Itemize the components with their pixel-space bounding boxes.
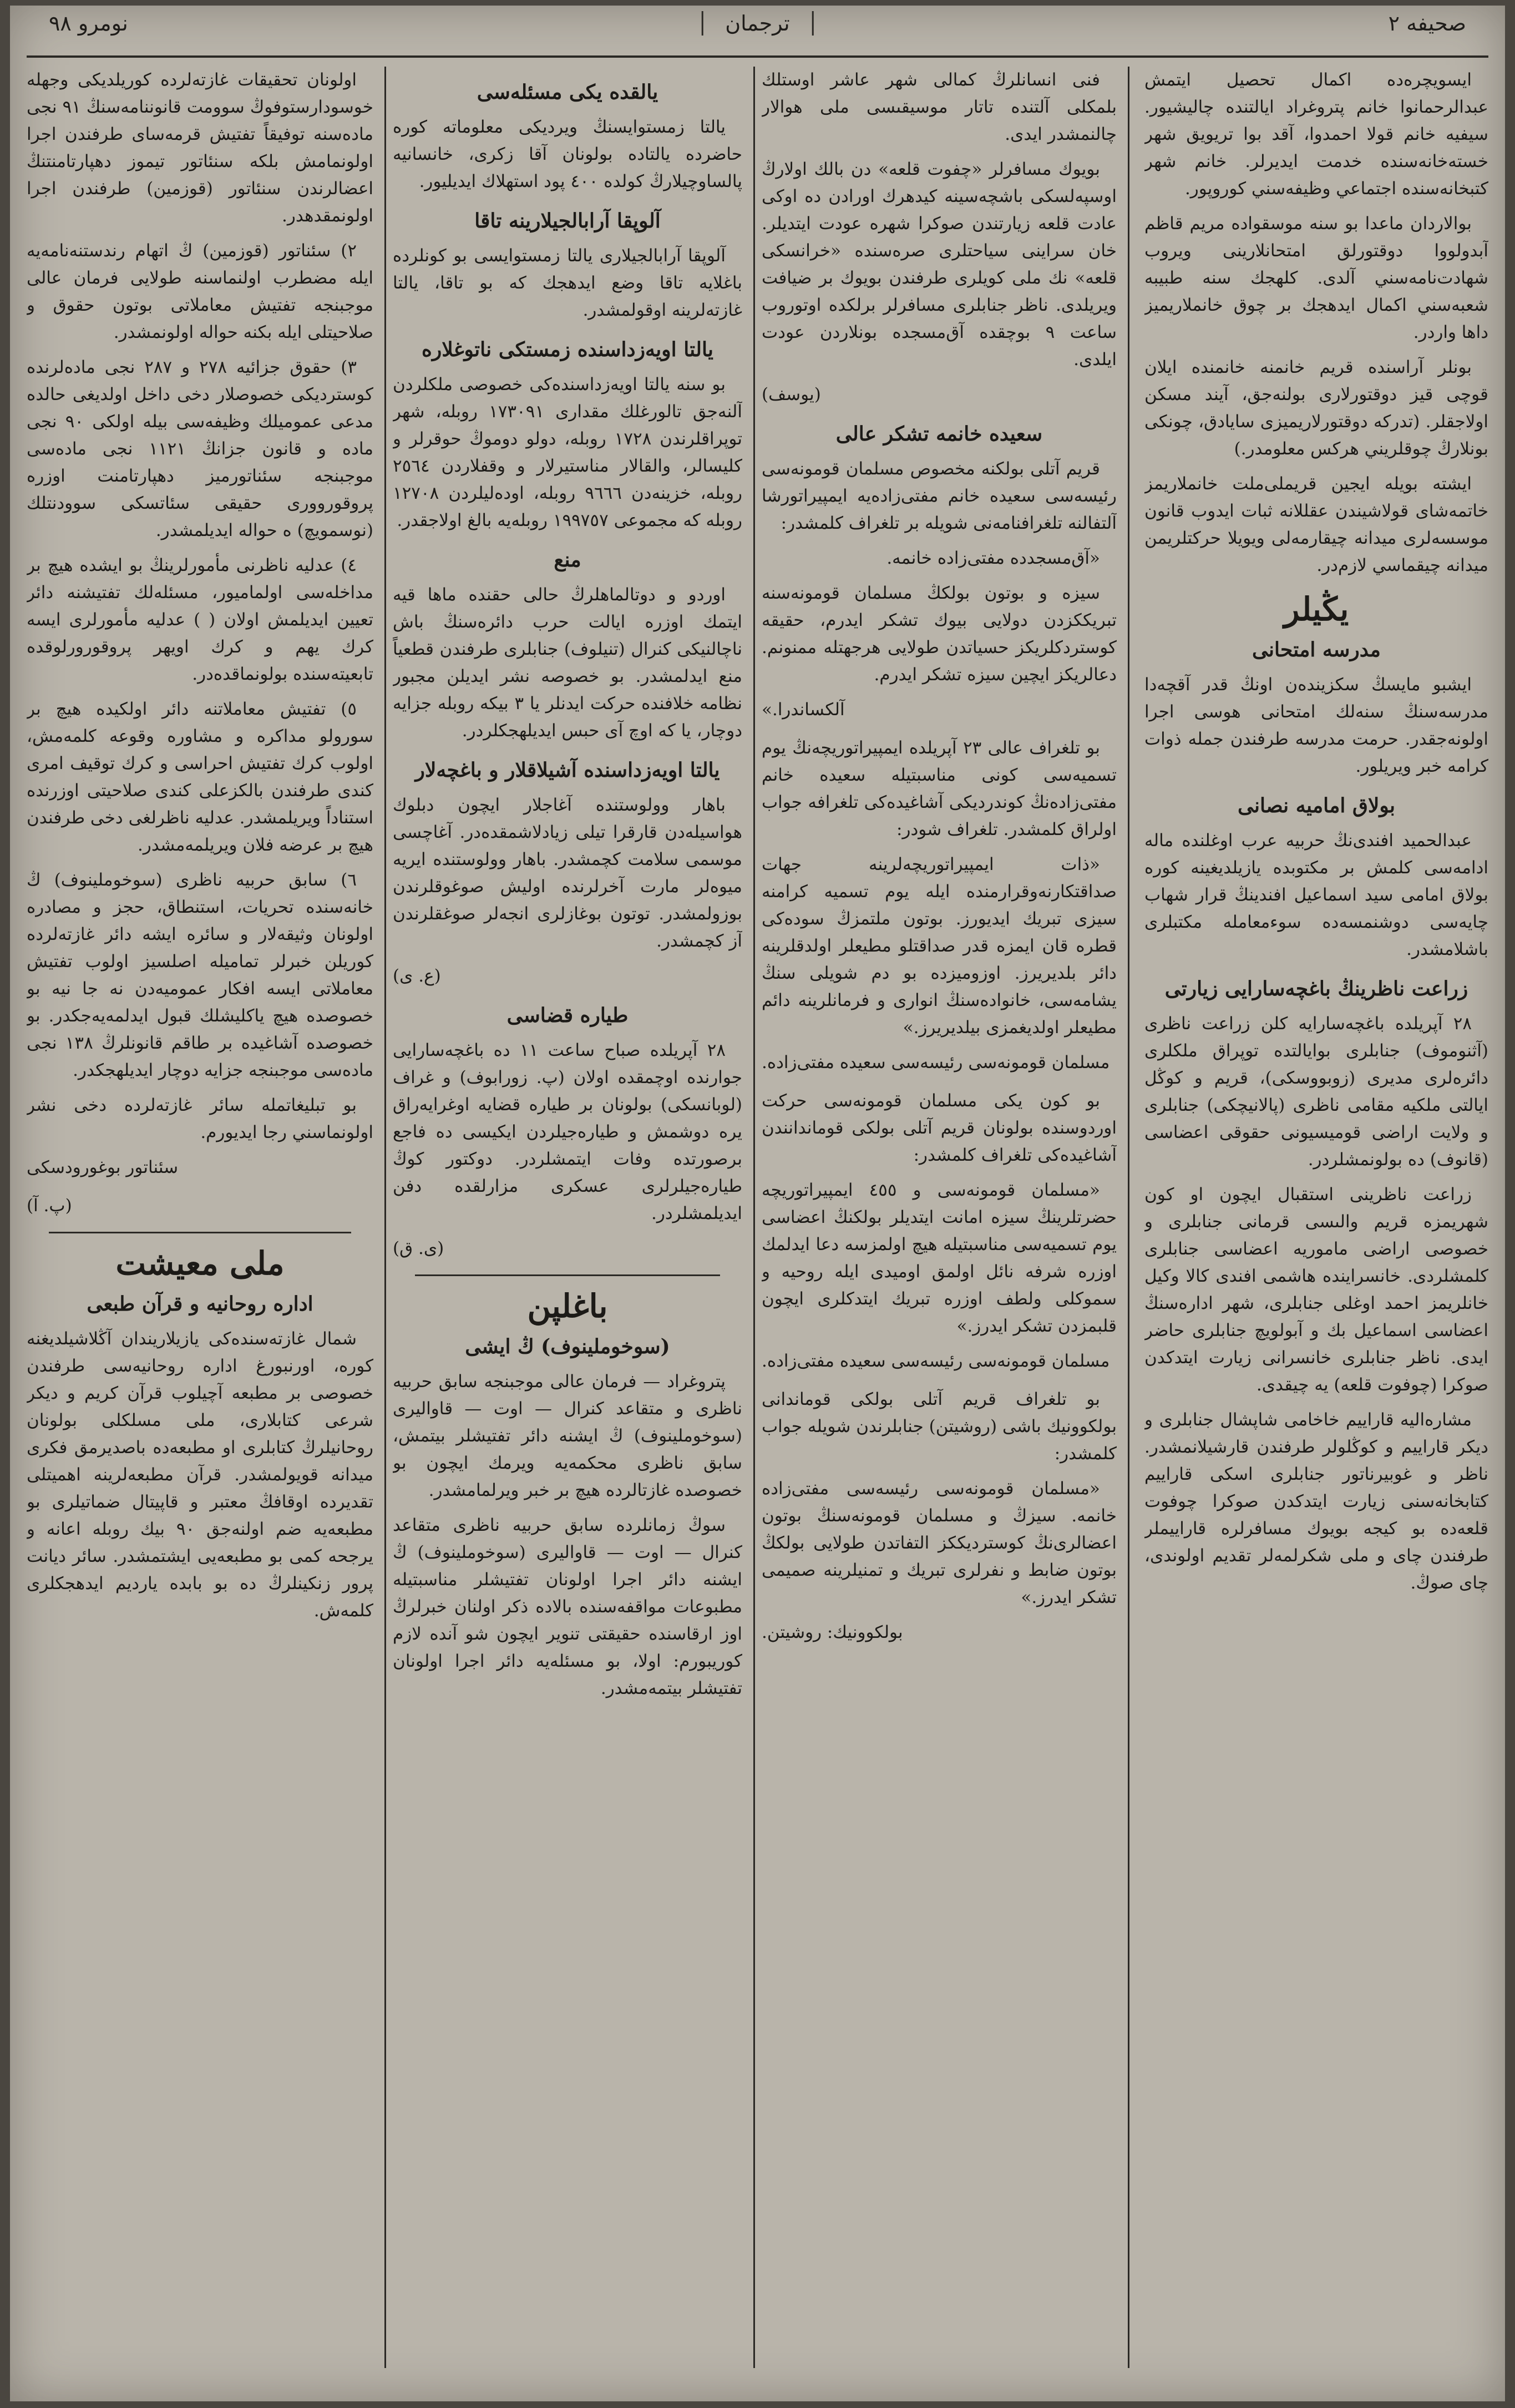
section-title-dispatches: باغلپن — [527, 1287, 608, 1325]
issue-number: نومرو ٩٨ — [49, 11, 128, 36]
col3-heading: يالقده يكى مسئله‌سى — [477, 80, 658, 104]
col1-heading: زراعت ناظرينڭ باغچه‌سارايى زيارتى — [1164, 977, 1468, 1000]
col4-paragraph: اولونان تحقيقات غازته‌لرده كوريلديكى وجهله خوسودارستوفوڭ سوومت قانوننامه‌سنڭ ٩١ نجى ماده‌سنه توفيقاً تفتيش قرمه‌ساى طرفندن اجرا اولونمامش بلكه سنئاتور تيموز دهپارتامنتنڭ اعضالرندن سنئاتور (قوزمين) طرفندن اجرا اولونمقدهدر. — [27, 70, 373, 226]
col1-paragraph: بونلر آراسنده قريم خانمنه خانمنده ايلان قوچى قيز دوقتورلارى بولنه‌جق، آيند مسكن اولاجقلر. (تدركه دوقتورلاريميزى سايادق، چونكى بونلارڭ چوقلريني هركس معلومدر.) — [1144, 357, 1488, 459]
col1-paragraph: ايشته بويله ايجين قريملى‌ملت خانملاريمز خاتمه‌شاى قولاشيندن عقللانه ثبات ايدوب قانون موسسه‌لرى ميدانه چيقارمه‌لى ويويلا حركتلريمن ميدانه چيقماسي لازم‌در. — [1144, 474, 1488, 575]
section-title-news: يڭيلر — [1284, 590, 1349, 628]
newspaper-page — [10, 6, 1505, 2401]
col2-heading: سعيده خانمه تشكر عالى — [835, 422, 1043, 446]
column-2 — [762, 67, 1117, 2379]
col1-paragraph: ٢٨ آپريلده باغچه‌سارايه كلن زراعت ناظرى (آثنوموف) جنابلرى بوايالتده توپراق ملكلرى دائره‌لرى مديرى (زوبووسكى)، قريم و كوڭل ايالتى ملكيه مقامى ناظرى (پالانيچكى) جنابلرى و ولايت اراضى قوميسيونى حقوقى اعضاسى (قانوف) ده بولونمشلردر. — [1144, 1014, 1488, 1170]
col1-heading: مدرسه امتحانى — [1252, 638, 1381, 661]
col4-paragraph: شمال غازته‌سنده‌كى يازيلاريندان آڭلاشيلديغنه كوره، اورنبورغ اداره روحانيه‌سى طرفندن خصوصى بر مطبعه آچيلوب قرآن كريم و ديكر شرعى كتابلارى، ملى مسلكلى بولونان روحانيلرڭ كتابلرى او مطبعه‌ده باصديرمق فكرى ميدانه قويولمشدر. قرآن مطبعه‌لرينه اهميتلى تقديرده اوقافڭ معتبر و قاپيتال ضماتيلرى بو مطبعه‌يه ضم اولنه‌جق ٩٠ بيك روبله اعانه و يرجحه كمى بو مطبعه‌يى ايشتمشدر. سائر ديانت پرور زنكينلرڭ ده بو بابده يارديم ايدهجكلرى كلمه‌ش. — [27, 1329, 373, 1621]
col3-signature: (ى. ق) — [393, 1238, 444, 1258]
column-rule — [753, 67, 755, 2368]
page-number: صحيفه ٢ — [1388, 11, 1466, 36]
col2-signature: (يوسف) — [762, 385, 821, 404]
section-title-national-life: ملى معيشت — [115, 1245, 285, 1282]
column-rule — [1128, 67, 1129, 2368]
col2-paragraph: «مسلمان قومونه‌سى رئيسه‌سى مفتى‌زاده خانمه. سيزڭ و مسلمان قومونه‌سنڭ بوتون اعضالرى‌نڭ كوسترديككز التفاتدن طولايى بولكڭ بوتون ضابط و نفرلرى تبريك و تمنيلرينه صميمى تشكر ايدرز.» — [762, 1479, 1117, 1607]
column-4 — [27, 67, 373, 2379]
col3-heading: منع — [554, 548, 581, 571]
col2-paragraph: بو تلغراف قريم آتلى بولكى قوماندانى بولكوونيك باشى (روشيتن) جنابلرندن شويله جواب كلمشدر: — [762, 1389, 1117, 1464]
col2-paragraph: «مسلمان قومونه‌سى و ٤٥٥ ايمپيراتوريچه حضرتلرينڭ سيزه امانت ايتديلر بولكنڭ اعضاسى يوم تسميه‌سى مناسبتيله هيچ اولمزسه دعا ايدلمك اوزره شرفه نائل اولمق اوميدى ايله روحيه و سموكلى ولطف اوزره تبريك ايتدكلرى ايچون قلبمزدن تشكر ايدرز.» — [762, 1180, 1117, 1336]
col2-signature: مسلمان قومونه‌سى رئيسه‌سى سعيده مفتى‌زاده. — [762, 1351, 1110, 1371]
col3-paragraph: آلوپقا آرابالجيلارى يالتا زمستوايسى بو كونلرده باغلايه تاقا وضع ايدهجك كه بو تاقا، يالتا غازته‌لرينه اوقولمشدر. — [393, 246, 742, 320]
col3-signature: (ع. ى) — [393, 966, 441, 986]
col2-paragraph: «ذات ايمپيراتوريچه‌لرينه جهات صداقتكارنه‌وقرارمنده ايله يوم تسميه كرامنه سيزى تبريك ايديورز. بوتون ملتمزڭ سوده‌كى قطره قان ايمزه قدر صداقتلو مطيعلر اولدقلرينه دائر بلديريرز. اوزوميزده بو دم شويلى سنڭ يشامه‌سى، خانواده‌سنڭ انوارى و فرمانلرينه دائم مطيعلر اولديغمزى بيلديريرز.» — [762, 854, 1117, 1038]
col2-paragraph: بو كون يكى مسلمان قومونه‌سى حركت اوردوسنده بولونان قريم آتلى بولكى قوماندانندن آشاغيده‌كى تلغراف كلمشدر: — [762, 1091, 1117, 1165]
col3-paragraph: بو سنه يالتا اويه‌زداسنده‌كى خصوصى ملكلردن آلنه‌جق تالورغلك مقدارى ١٧٣٠٩١ روبله، شهر توپراقلرندن ١٧٢٨ روبله، دولو دوموڭ حوقرلر و كليسالر، والقالار مناستيرلار و وقفلاردن ٢٥٦٤ روبله، خزينه‌دن ٩٦٦٦ روبله، اوده‌ليلردن ١٢٧٠٨ روبله كه مجموعى ١٩٩٧٥٧ روبله‌يه بالغ اولاجقدر. — [393, 375, 742, 530]
col2-paragraph: قريم آتلى بولكنه مخصوص مسلمان قومونه‌سى رئيسه‌سى سعيده خانم مفتى‌زاده‌يه ايمپيراتورشا آلتفالنه تلغرافنامه‌نى شويله بر تلغراف كلمشدر: — [762, 459, 1117, 533]
col2-signature: بولكوونيك: روشيتن. — [762, 1622, 903, 1642]
col1-paragraph: عبدالحميد افندى‌نڭ حربيه عرب اوغلنده ماله ادامه‌سى كلمش بر مكتوبده يازيلديغينه كوره بولاق امامى سيد اسماعيل افندينڭ قرار شهاب چايه‌سى دوشنمسه‌ده سوء‌معامله مكتبلرى باشلامشدر. — [1144, 831, 1488, 959]
col4-paragraph: بو تبليغاتمله سائر غازته‌لرده دخى نشر اولونماسني رجا ايديورم. — [27, 1095, 373, 1142]
col2-paragraph: بو تلغراف عالى ٢٣ آپريلده ايمپيراتوريچه‌نڭ يوم تسميه‌سى كونى مناسبتيله سعيده خانم مفتى‌زاده‌نڭ كوندرديكى آشاغيده‌كى تلغرافه جواب اولراق كلمشدر. تلغراف شودر: — [762, 738, 1117, 839]
col3-heading: طياره قضاسى — [506, 1004, 629, 1027]
col4-paragraph: ٢) سئناتور (قوزمين) ڭ اتهام رندستنه‌نامه‌يه ايله مضطرب اولنماسنه طولايى فرمان عالى موجبنجه تفتيش معاملاتى بوتون حقوق و صلاحيتلى ايله بكنه حواله اولونمشدر. — [27, 241, 373, 342]
col1-paragraph: ايشبو مايسڭ سكزينده‌ن اونڭ قدر آقچه‌دا مدرسه‌سنڭ سنه‌لك امتحانى هوسى اجرا اولونه‌جقدر. حرمت مدرسه طرفندن جمله ذوات كرامه خبر ويريلور. — [1144, 675, 1488, 776]
col3-paragraph: يالتا زمستوايسنڭ ويرديكى معلوماته كوره حاضرده يالتاده بولونان آقا زكرى، خانسانيه پالساوچيلارڭ كولده ٤٠٠ پود استهلاك ايديليور. — [393, 117, 742, 191]
col1-paragraph: زراعت ناظرينى استقبال ايچون او كون شهريمزه قريم والىسى قرمانى جنابلرى و خصوصى اراضى ماموريه اعضاسى جنابلرى كلمشلردى. خانسراينده هاشمى افندى كالا وكيل خانلريمز احمد اوغلى جنابلرى، شهر اداره‌سنڭ اعضاسى اسماعيل بك و آبولويچ جنابلرى حاضر ايدى. ناظر جنابلرى خانسرانى زيارت ايتدكدن صوكرا (چوفوت قلعه) يه چيقدى. — [1144, 1185, 1488, 1395]
col4-signature: (پ. آ) — [27, 1196, 72, 1216]
col3-heading: يالتا اويه‌زداسنده زمستكى ناتوغلاره — [422, 338, 713, 361]
col4-paragraph: ٥) تفتيش معاملاتنه دائر اولكيده هيچ بر سورولو مداكره و مشاوره وقوعه كلمه‌مش، اولوب كرك تفتيش احراسى و كرك توقيف امرى كندى طرفندن بالكزعلى كندى صلاحيتى اوزرنده استناداً ويريلمشدر. عدليه ناظرلغى دخى طرفندن هيچ بر عرضه فلان ويريلمه‌مشدر. — [27, 699, 373, 855]
col4-paragraph: ٤) عدليه ناظرنى مأمورلرينڭ بو ايشده هيچ بر مداخله‌سى اولماميور، مسئله‌لك تفتيشنه دائر تعيين ايديلمش اولان ( ) عدليه مأمورلرى ايسه كرك يهم و كرك اويهر پروقورورلوقده تابعيته‌سنده بولونماقده‌در. — [27, 555, 373, 684]
col2-paragraph: سيزه و بوتون بولكڭ مسلمان قومونه‌سنه تبريككزدن دولايى بيوك تشكر ايدرم، حقيقه كوستردكلريكز حسياتدن طولايى هرجهتله ممنونم. دعالريكز ايچين سيزه تشكر ايدرم. — [762, 583, 1117, 685]
column-rule — [384, 67, 386, 2368]
newspaper-title: ترجمان — [701, 11, 814, 36]
page-header — [27, 6, 1488, 58]
col3-heading: يالتا اويه‌زداسنده آشيلاقلار و باغچه‌لار — [415, 758, 720, 782]
col3-paragraph: اوردو و دوتالماهلرڭ حالى حقنده ماها قيه ايتمك اوزره ايالت حرب دائره‌سنڭ باش ناچالنيكى كنرال (تنيلوف) جنابلرى طرفندن قطعياً منع ايدلمشدر. بو خصوصه نشر ايديلن مجبور نظامه خلافنده حركت ايدنلر يا ٣ بيكه روبله جزايه دوچار، يا كه اوچ آى حبس ايديلهجكلردر. — [393, 585, 742, 741]
column-1 — [1144, 67, 1488, 2379]
col2-paragraph: «آق‌مسجدده مفتى‌زاده خانمه. — [886, 548, 1100, 568]
col4-paragraph: ٣) حقوق جزائيه ٢٧٨ و ٢٨٧ نجى ماده‌لرنده كوسترديكى خصوصلار دخى داخل اولديغى حالده مدعى عموميلك وظيفه‌سى بيله اولكى ٩٠ نجى ماده و قانون جزانڭ ١١٢١ نجى ماده‌سى موجبنجه سئناتورميز دهپارتامنت اوزره پروقوروورى حقيقى سئاتسكى سوودنتلك (نوسمويچ) ه حواله ايديلمشدر. — [27, 357, 373, 540]
col1-paragraph: مشاره‌اليه قاراييم خاخامى شاپشال جنابلرى و ديكر قاراييم و كوڭلولر طرفندن قارشيلانمشدر. ناظر و غوبيرناتور جنابلرى اسكى قاراييم كتابخانه‌سنى زيارت ايتدكدن صوكرا چوفوت قلعه‌ده بو كيجه بويوك مسافرلره قاراييملر طرفندن چاى و ملى شكرلمه‌لر تقديم اولوندى، چاى صوڭ. — [1144, 1410, 1488, 1593]
col1-paragraph: بوالاردان ماعدا بو سنه موسقواده مريم قاظم آبدولووا دوقتورلق امتحانلارينى ويروب شهادت‌نامه‌سني آلدى. كلهجك سنه طبيبه شعبه‌سني اكمال ايدهجك بر چوق خانملاريميز داها واردر. — [1144, 214, 1488, 342]
col4-paragraph: ٦) سابق حربيه ناظرى (سوخوملينوف) ڭ خانه‌سنده تحريات، استنطاق، حجز و مصادره اولونان وثيقه‌لار و سائره ايشه دائر غازته‌لرده كوريلن خبرلر تماميله اصلسيز اولوب تفتيش معاملاتى ايسه افكار عموميه‌دن نه جا نيه بو خصوصده هيچ ياكليشلك قبول ايدلمه‌يه‌جكدر. بو خصوصده آشاغيده بر طاقم قانونلرڭ ١٣٨ نجى ماده‌سى موجبنجه جزايه دوچار ايديلهجكدر. — [27, 870, 373, 1080]
col3-heading: آلوپقا آرابالجيلارينه تاقا — [474, 209, 661, 232]
col3-heading: (سوخوملينوف) ڭ ايشى — [465, 1335, 670, 1358]
col4-signature: سئناتور بوغورودسكى — [27, 1157, 179, 1177]
col4-heading: اداره روحانيه و قرآن طبعى — [87, 1292, 313, 1316]
col1-heading: بولاق اماميه نصانى — [1237, 794, 1396, 817]
section-divider — [49, 1232, 351, 1233]
col3-paragraph: سوڭ زمانلرده سابق حربيه ناظرى متقاعد كنرال — اوت — قاواليرى (سوخوملينوف) ڭ ايشنه دائر اجرا اولونان تفتيشلر مناسبتيله مطبوعات مواقفه‌سنده بالاده ذكر اولنان خبرلرڭ اوز ارقاسنده حقيقتى تنوير ايچون شو آنده لازم كوريبورم: اولا، بو مسئله‌يه دائر اجرا اولونان تفتيشلر بيتمه‌مشدر. — [393, 1515, 742, 1698]
col2-signature: آلكساندرا.» — [762, 700, 845, 720]
col3-paragraph: پتروغراد — فرمان عالى موجبنجه سابق حربيه ناظرى و متقاعد كنرال — اوت — قاواليرى (سوخوملينوف) ڭ ايشنه دائر تفتيشلر بيتمش، سابق ناظرى محكمه‌يه ويرمك ايچون بو خصوصده غازتالرده هيچ بر خبر ويرلمامشدر. — [393, 1372, 742, 1500]
section-divider — [415, 1274, 720, 1276]
column-3 — [393, 67, 742, 2379]
col2-paragraph: بويوك مسافرلر «چفوت قلعه» دن بالك اولارڭ اوسپه‌لسكى باشچه‌سينه كيدهرك اورادن ده اوكى عادت قلعه زيارتندن صوكرا شهره عودت ايتديلر. خان سراينى سياحتلرى صره‌سنده «خرانسكى قلعه» نك ملى كويلرى طرفندن بويوك بر ضيافت ويريلدى. ناظر جنابلرى مسافرلر برلكده اوتوروب ساعت ٩ بوچقده آق‌مسجده بونلاردن عودت ايلدى. — [762, 159, 1117, 370]
col3-paragraph: باهار وولوستنده آغاجلار ايچون دبلوك هواسيله‌دن قارقرا تيلى زيادلاشمقده‌در. آغاچسى موسمى سلامت كچمشدر. باهار وولوستنده ايريه ميوه‌لر مارت آخرلرنده اوليش صوغوقلرندن بوزولمشدر. توتون بوغازلرى انجه‌لر صوغقلرندن آز كچمشدر. — [393, 795, 742, 951]
col2-signature: مسلمان قومونه‌سى رئيسه‌سى سعيده مفتى‌زاده. — [762, 1053, 1110, 1073]
col2-paragraph: فنى انسانلرڭ كمالى شهر عاشر اوستلك بلمكلى آلتنده تاتار موسيقىسى ملى هوالار چالنمشدر ايدى. — [762, 70, 1117, 144]
col1-paragraph: ايسويچره‌ده اكمال تحصيل ايتمش عبدالرحمانوا خانم پتروغراد ايالتنده چاليشيور. سيفيه خانم قولا احمدوا، آقد بوا تريويق شهر خسته‌خانه‌سنده خدمت ايديرلر. خانم شهر كتبخانه‌سنده اجتماعي وظيفه‌سني كوروپور. — [1144, 70, 1488, 199]
col3-paragraph: ٢٨ آپريلده صباح ساعت ١١ ده باغچه‌سارايى جوارنده اوچمقده اولان (پ. زورابوف) و غراف (لوبانسكى) بولونان بر طياره قضايه اوغرايه‌راق يره دوشمش و طياره‌جيلردن ايكيسى ده فاجع برصورتده وفات ايتمشلردر. دوكتور كوڭ طياره‌جيلرلرى عسكرى مزارلقده دفن ايديلمشلردر. — [393, 1040, 742, 1223]
